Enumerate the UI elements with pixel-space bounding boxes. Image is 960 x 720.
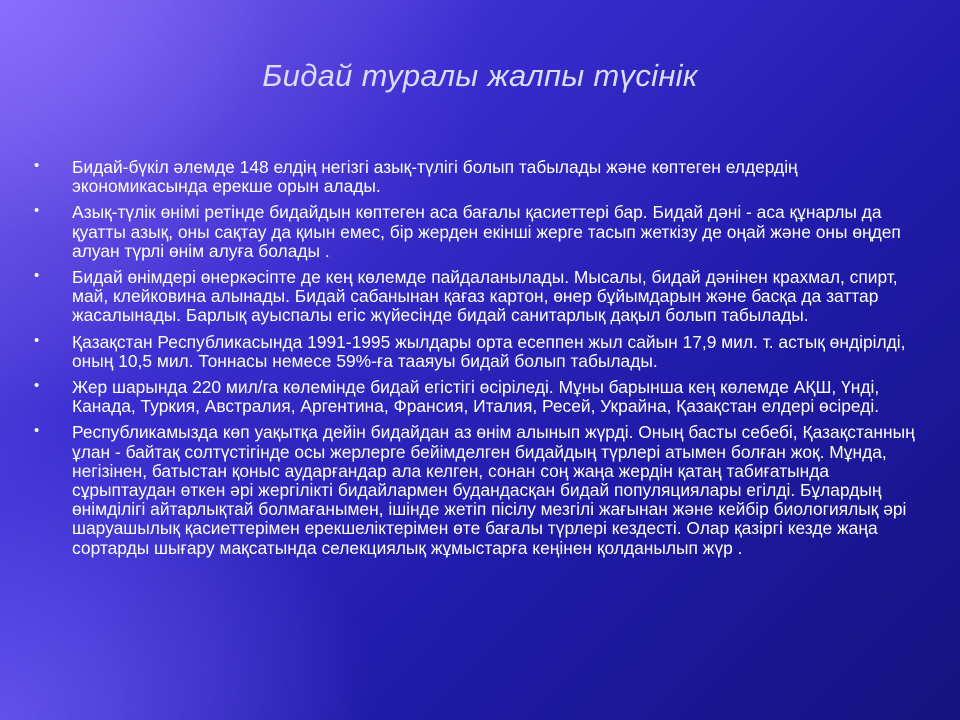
bullet-item — [34, 203, 924, 261]
bullet-text: Қазақстан Республикасында 1991-1995 жылдары орта есеппен жыл сайын 17,9 мил. т. астық өндірілді, оның 10,5 мил. Тоннасы немесе 59%-ға тааяуы бидай болып табылады. — [72, 331, 906, 371]
bullet-item — [34, 423, 924, 557]
bullet-item — [34, 378, 924, 416]
bullet-item — [34, 333, 924, 371]
bullet-text: Бидай-бүкіл әлемде 148 елдің негізгі азық-түлігі болып табылады және көптеген елдердің экономикасында ерекше орын алады. — [72, 157, 798, 197]
bullet-marker: • — [34, 422, 40, 440]
bullet-item — [34, 158, 924, 196]
bullet-marker: • — [34, 267, 40, 285]
bullet-marker: • — [34, 157, 40, 174]
bullet-marker: • — [34, 202, 40, 220]
bullet-marker: • — [34, 331, 40, 349]
bullet-text: Бидай өнімдері өнеркәсіпте де кең көлемде пайдаланылады. Мысалы, бидай дәнінен крахмал, спирт, май, клейковина алынады. Бидай сабанынан қағаз картон, өнер бұйымдарын және басқа да заттар жасалынады. Барлық ауыспалы егіс жүйесінде бидай санитарлық дақыл болып табылады. — [72, 267, 898, 326]
bullet-text: Жер шарында 220 мил/га көлемінде бидай егістігі өсіріледі. Мұны барынша кең көлемде АҚШ, Үнді, Канада, Туркия, Австралия, Аргентина, Франсия, Италия, Ресей, Украйна, Қазақстан елдері өсіреді. — [72, 377, 880, 417]
bullet-text: Республикамызда көп уақытқа дейін бидайдан аз өнім алынып жүрді. Оның басты себебі, Қазақстанның ұлан - байтақ солтүстігінде осы жерлерге бейімделген бидайдың түрлері атымен болған жоқ. Мұнда, негізінен, батыстан қоныс аударғандар ала келген, сонан соң жаңа жердін қатаң табиғатында сұрыптаудан өткен әрі жергілікті бидайлармен будандасқан бидай популяциялары егілді. Бұлардың өнімділігі айтарлықтай болмағанымен, ішінде жетіп пісілу мезгілі жағынан және кейбір биологиялық әрі шаруашылық қасиеттерімен ерекшеліктерімен өте бағалы түрлері кездесті. Олар қазіргі кезде жаңа сортарды шығару мақсатында селекциялық жұмыстарға кеңінен қолданылып жүр . — [72, 422, 915, 558]
bullet-marker: • — [34, 377, 40, 395]
bullet-text: Азық-түлік өнімі ретінде бидайдын көптеген аса бағалы қасиеттері бар. Бидай дәні - аса құнарлы да қуатты азық, оны сақтау да қиын емес, бір жерден екінші жерге тасып жеткізу де оңай және оны өңдеп алуан түрлі өнім алуға болады . — [72, 202, 901, 261]
slide-title: Бидай туралы жалпы түсінік — [262, 58, 698, 93]
bullet-list — [34, 158, 924, 565]
bullet-item — [34, 268, 924, 326]
